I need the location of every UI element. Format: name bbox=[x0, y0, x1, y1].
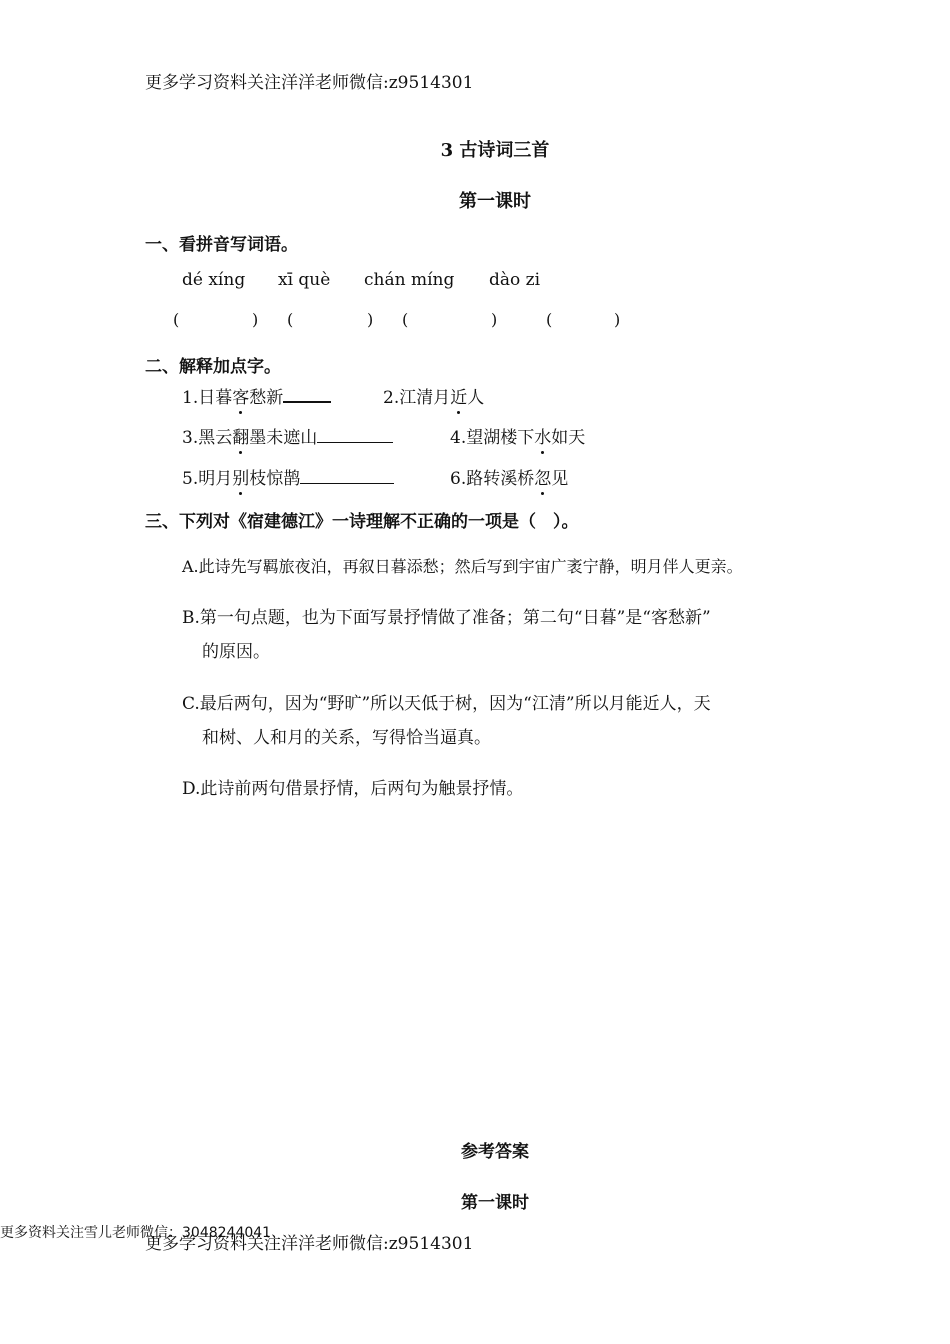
answer-blank[interactable] bbox=[300, 467, 394, 484]
option-b-line1: B.第一句点题，也为下面写景抒情做了准备；第二句“日暮”是“客愁新” bbox=[182, 608, 711, 628]
paren-open-3: ( bbox=[402, 310, 409, 329]
paren-close-1: ) bbox=[252, 310, 259, 329]
pinyin-4: dào zi bbox=[489, 270, 541, 290]
item-number: 6. bbox=[450, 469, 467, 489]
paren-close-4: ) bbox=[614, 310, 621, 329]
item-text: 明月 bbox=[198, 469, 233, 489]
dotted-char: 近 bbox=[450, 388, 468, 408]
dotted-char: 客 bbox=[232, 388, 250, 408]
item-text: 日暮 bbox=[198, 388, 233, 408]
paren-open-1: ( bbox=[173, 310, 180, 329]
answer-blank[interactable] bbox=[283, 385, 331, 403]
option-b-line2: 的原因。 bbox=[202, 642, 270, 662]
footer-watermark-left: 更多资料关注雪儿老师微信：3048244041 bbox=[0, 1225, 272, 1241]
explain-item-3 bbox=[182, 423, 393, 448]
option-d: D.此诗前两句借景抒情，后两句为触景抒情。 bbox=[182, 779, 524, 799]
footer-watermark-right: 更多学习资料关注洋洋老师微信:z9514301 bbox=[145, 1234, 474, 1254]
item-text: 枝惊鹊 bbox=[249, 469, 301, 489]
item-text: 如天 bbox=[551, 428, 586, 448]
option-c-line2: 和树、人和月的关系，写得恰当逼真。 bbox=[202, 728, 491, 748]
item-number: 2. bbox=[383, 388, 400, 408]
answer-blank[interactable] bbox=[317, 426, 393, 443]
paren-open-4: ( bbox=[546, 310, 553, 329]
pinyin-1: dé xíng bbox=[182, 270, 246, 290]
pinyin-2: xī què bbox=[278, 270, 331, 290]
answers-period: 第一课时 bbox=[461, 1193, 529, 1213]
item-text: 墨未遮山 bbox=[249, 428, 318, 448]
option-b bbox=[182, 601, 812, 669]
answers-heading: 参考答案 bbox=[461, 1142, 529, 1162]
explain-item-1 bbox=[182, 383, 331, 408]
item-text: 黑云 bbox=[198, 428, 233, 448]
section1-heading: 一、看拼音写词语。 bbox=[145, 235, 298, 255]
item-text: 愁新 bbox=[249, 388, 284, 408]
item-text: 见 bbox=[551, 469, 569, 489]
period-title: 第一课时 bbox=[459, 191, 531, 212]
explain-item-5 bbox=[182, 464, 394, 489]
dotted-char: 别 bbox=[232, 469, 250, 489]
item-number: 3. bbox=[182, 428, 199, 448]
paren-open-2: ( bbox=[287, 310, 294, 329]
explain-item-6 bbox=[450, 464, 568, 489]
item-number: 1. bbox=[182, 388, 199, 408]
item-text: 望湖楼下 bbox=[466, 428, 535, 448]
option-c-line1: C.最后两句，因为“野旷”所以天低于树，因为“江清”所以月能近人，天 bbox=[182, 694, 711, 714]
section3-heading: 三、下列对《宿建德江》一诗理解不正确的一项是（ ）。 bbox=[145, 512, 579, 532]
item-text: 人 bbox=[467, 388, 485, 408]
paren-close-2: ) bbox=[367, 310, 374, 329]
lesson-title: 3 古诗词三首 bbox=[440, 140, 550, 161]
item-text: 江清月 bbox=[399, 388, 451, 408]
explain-item-4 bbox=[450, 423, 585, 448]
item-number: 4. bbox=[450, 428, 467, 448]
dotted-char: 翻 bbox=[232, 428, 250, 448]
dotted-char: 忽 bbox=[534, 469, 552, 489]
section2-heading: 二、解释加点字。 bbox=[145, 357, 281, 377]
pinyin-3: chán míng bbox=[364, 270, 455, 290]
header-watermark: 更多学习资料关注洋洋老师微信:z9514301 bbox=[145, 73, 474, 93]
option-c bbox=[182, 687, 812, 755]
item-number: 5. bbox=[182, 469, 199, 489]
explain-item-2 bbox=[383, 383, 484, 408]
paren-close-3: ) bbox=[491, 310, 498, 329]
dotted-char: 水 bbox=[534, 428, 552, 448]
option-a: A.此诗先写羁旅夜泊，再叙日暮添愁；然后写到宇宙广袤宁静，明月伴人更亲。 bbox=[182, 557, 743, 576]
item-text: 路转溪桥 bbox=[466, 469, 535, 489]
